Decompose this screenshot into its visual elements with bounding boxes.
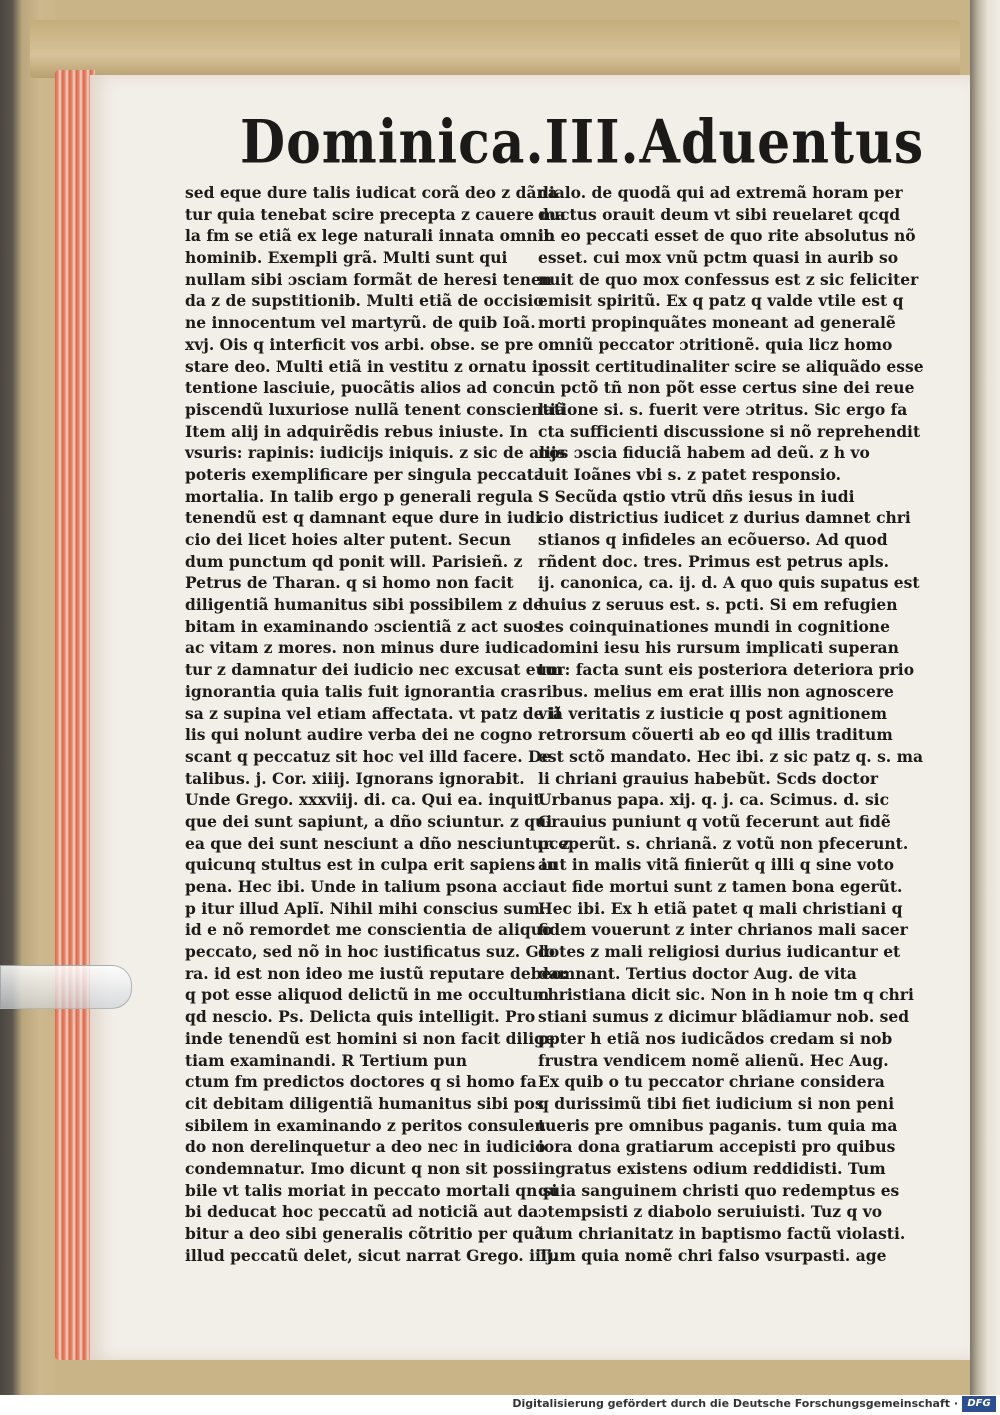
text-line: ea que dei sunt nesciunt a dño nesciuntur. z xyxy=(185,833,570,853)
text-line: da z de supstitionib. Multi etiã de occisio xyxy=(185,291,544,311)
text-line: xvj. Ois q interficit vos arbi. obse. se pre xyxy=(185,334,534,354)
text-line: q durissimũ tibi fiet iudicium si non peni xyxy=(538,1093,895,1113)
text-line: stiani sumus z dicimur blãdiamur nob. sed xyxy=(538,1007,910,1027)
text-line: possit certitudinaliter scire se aliquãdo esse xyxy=(538,356,924,376)
text-line: aut in malis vitã finierũt q illi q sine voto xyxy=(538,855,894,875)
text-line: Hec ibi. Ex h etiã patet q mali christiani q xyxy=(538,898,903,918)
text-line: ra. id est non ideo me iustũ reputare debeo: xyxy=(185,963,568,983)
text-line: inde tenendũ est homini si non facit dilige xyxy=(185,1028,555,1048)
text-line: S Secũda qstio vtrũ dñs iesus in iudi xyxy=(538,486,855,506)
text-line: luit Ioãnes vbi s. z patet responsio. xyxy=(538,464,842,484)
text-line: retrorsum cõuerti ab eo qd illis traditum xyxy=(538,725,893,745)
text-line: damnant. Tertius doctor Aug. de vita xyxy=(538,963,857,983)
text-line: que dei sunt sapiunt, a dño sciuntur. z qui xyxy=(185,811,553,831)
text-line: fidem vouerunt z inter chrianos mali sacer xyxy=(538,920,908,940)
text-line: ingratus existens odium reddidisti. Tum xyxy=(538,1158,886,1178)
text-line: scant q peccatuz sit hoc vel illd facere. De xyxy=(185,746,552,766)
text-line: talibus. j. Cor. xiiij. Ignorans ignorabit. xyxy=(185,768,525,788)
text-line: li chriani grauius habebũt. Scds doctor xyxy=(538,768,879,788)
text-line: quicunq stultus est in culpa erit sapiens in xyxy=(185,855,558,875)
text-line: id e nõ remordet me conscientia de aliquo xyxy=(185,920,553,940)
text-line: bitur a deo sibi generalis cõtritio per quã xyxy=(185,1224,545,1243)
text-line: cio dei licet hoies alter putent. Secun xyxy=(185,530,512,549)
text-line: Item alij in adquirẽdis rebus iniuste. In xyxy=(185,421,528,441)
text-line: tenendũ est q damnant eque dure in iudi xyxy=(185,508,541,528)
text-line: Unde Grego. xxxviij. di. ca. Qui ea. inquit xyxy=(185,790,541,810)
page-title: Dominica.III.Aduentus xyxy=(240,107,925,178)
text-line: illud peccatũ delet, sicut narrat Grego. iiij. xyxy=(185,1245,558,1265)
text-line: hominib. Exempli grã. Multi sunt qui xyxy=(185,248,508,268)
text-line: esset. cui mox vnũ pctm quasi in aurib so xyxy=(538,248,899,268)
text-line: cta sufficienti discussione si nõ reprehendit xyxy=(538,421,921,441)
plastic-page-clip xyxy=(0,965,132,1009)
text-line: in eo peccati esset de quo rite absolutus nõ xyxy=(538,226,916,246)
text-line: Urbanus papa. xij. q. j. ca. Scimus. d. sic xyxy=(538,790,890,810)
text-line: p itur illud Aplĩ. Nihil mihi conscius sum. xyxy=(185,898,546,918)
text-column-right xyxy=(538,182,924,1266)
text-line: est sctõ mandato. Hec ibi. z sic patz q. s. ma xyxy=(538,746,924,766)
text-line: pceperũt. s. chrianã. z votũ non pfecerunt. xyxy=(538,833,909,853)
text-line: Petrus de Tharan. q si homo non facit xyxy=(185,573,514,593)
text-line: dialo. de quodã qui ad extremã horam per xyxy=(538,183,903,202)
dfg-logo: DFG xyxy=(962,1396,996,1412)
text-line: sed eque dure talis iudicat corã deo z dãna xyxy=(185,183,558,202)
text-line: peccato, sed nõ in hoc iustificatus suz. Glo xyxy=(185,942,556,962)
text-line: lis qui nolunt audire verba dei ne cogno xyxy=(185,725,533,745)
text-line: tentione lasciuie, puocãtis alios ad concu xyxy=(185,378,545,398)
text-line: Ex quib o tu peccator chriane considera xyxy=(538,1072,885,1092)
text-line: dum punctum qd ponit will. Parisieñ. z xyxy=(185,551,523,571)
text-line: nuit de quo mox confessus est z sic feliciter xyxy=(538,269,919,289)
text-line: ij. canonica, ca. ij. d. A quo quis supatus est xyxy=(538,573,920,593)
text-line: tur quia tenebat scire precepta z cauere ma xyxy=(185,204,566,224)
text-line: ctum fm predictos doctores q si homo fa xyxy=(185,1072,537,1092)
text-line: huius z seruus est. s. pcti. Si em refugien xyxy=(538,595,898,615)
footer-bar xyxy=(0,1395,1000,1415)
text-line: viã veritatis z iusticie q post agnitionem xyxy=(538,703,887,723)
text-line: rñdent doc. tres. Primus est petrus apls. xyxy=(538,551,890,571)
text-line: ne innocentum vel martyrũ. de quib Ioã. xyxy=(185,313,536,333)
text-line: qd nescio. Ps. Delicta quis intelligit. Pro xyxy=(185,1007,536,1027)
text-line: ignorantia quia talis fuit ignorantia cras xyxy=(185,681,537,701)
text-line: emisit spiritũ. Ex q patz q valde vtile est q xyxy=(538,291,904,311)
text-line: ribus. melius em erat illis non agnoscere xyxy=(538,681,894,701)
red-page-edges xyxy=(55,70,95,1360)
text-line: q pot esse aliquod delictũ in me occultum xyxy=(185,985,550,1005)
text-line: bi deducat hoc peccatũ ad noticiã aut da xyxy=(185,1202,539,1222)
text-line: tum chrianitatz in baptismo factũ violasti. xyxy=(538,1224,906,1243)
text-line: tes coinquinationes mundi in cognitione xyxy=(538,616,890,636)
text-line: mortalia. In talib ergo p generali regula xyxy=(185,486,533,506)
text-line: tiam examinandi. R Tertium pun xyxy=(185,1050,467,1070)
text-line: Grauius puniunt q votũ fecerunt aut fidẽ xyxy=(538,811,891,831)
text-line: bitam in examinando ɔscientiã z act suos xyxy=(185,616,543,636)
text-line: aut fide mortui sunt z tamen bona egerũt. xyxy=(538,877,903,896)
book-cover-top-edge xyxy=(30,20,960,78)
text-line: diligentiã humanitus sibi possibilem z de xyxy=(185,595,544,615)
text-line: morti propinquãtes moneant ad generalẽ xyxy=(538,313,896,333)
text-line: ac vitam z mores. non minus dure iudica xyxy=(185,638,539,658)
text-line: pena. Hec ibi. Unde in talium psona acci xyxy=(185,877,538,896)
text-line: quia sanguinem christi quo redemptus es xyxy=(538,1180,900,1200)
text-line: latione si. s. fuerit vere ɔtritus. Sic ergo fa xyxy=(538,399,908,419)
text-line: do non derelinquetur a deo nec in iudicio xyxy=(185,1137,546,1157)
text-line: in pctõ tñ non põt esse certus sine dei reue xyxy=(538,378,915,398)
text-line: condemnatur. Imo dicunt q non sit possi xyxy=(185,1158,538,1178)
text-line: omniũ peccator ɔtritionẽ. quia licz homo xyxy=(538,334,893,354)
text-line: ɔtempsisti z diabolo seruiuisti. Tuz q vo xyxy=(538,1202,883,1222)
text-line: Tum quia nomẽ chri falso vsurpasti. age xyxy=(538,1245,887,1265)
text-line: vsuris: rapinis: iudicijs iniquis. z sic de alijs xyxy=(185,443,566,463)
text-line: stare deo. Multi etiã in vestitu z ornatu in xyxy=(185,356,550,376)
text-line: stianos q infideles an ecõuerso. Ad quod xyxy=(538,530,888,549)
text-column-left xyxy=(185,182,570,1266)
text-line: bile vt talis moriat in peccato mortali qn si xyxy=(185,1180,558,1200)
funding-notice: Digitalisierung gefördert durch die Deutsche Forschungsgemeinschaft · xyxy=(512,1397,958,1410)
text-line: dotes z mali religiosi durius iudicantur et xyxy=(538,942,901,962)
text-line: cio districtius iudicet z durius damnet chri xyxy=(538,508,911,528)
text-line: nos ɔscia fiduciã habem ad deũ. z h vo xyxy=(538,443,870,463)
text-line: nullam sibi ɔsciam formãt de heresi tenen xyxy=(185,269,553,289)
text-line: tur: facta sunt eis posteriora deteriora prio xyxy=(538,660,915,680)
text-line: cit debitam diligentiã humanitus sibi pos xyxy=(185,1093,544,1113)
text-line: sa z supina vel etiam affectata. vt patz de il xyxy=(185,703,561,723)
text-line: iora dona gratiarum accepisti pro quibus xyxy=(538,1137,896,1157)
binding-gutter xyxy=(970,0,1000,1395)
text-line: tueris pre omnibus paganis. tum quia ma xyxy=(538,1115,898,1135)
text-line: tur z damnatur dei iudicio nec excusat eum xyxy=(185,660,564,680)
text-line: poteris exemplificare per singula peccata xyxy=(185,464,544,484)
text-line: sibilem in examinando z peritos consulen xyxy=(185,1115,546,1135)
text-line: ductus orauit deum vt sibi reuelaret qcqd xyxy=(538,204,901,224)
text-line: domini iesu his rursum implicati superan xyxy=(538,638,899,658)
text-line: christiana dicit sic. Non in h noie tm q chri xyxy=(538,985,914,1005)
text-line: frustra vendicem nomẽ alienũ. Hec Aug. xyxy=(538,1050,889,1070)
text-line: la fm se etiã ex lege naturali innata omnib xyxy=(185,226,555,246)
text-line: ppter h etiã nos iudicãdos credam si nob xyxy=(538,1028,893,1048)
text-line: piscendũ luxuriose nullã tenent conscientiã xyxy=(185,399,566,419)
